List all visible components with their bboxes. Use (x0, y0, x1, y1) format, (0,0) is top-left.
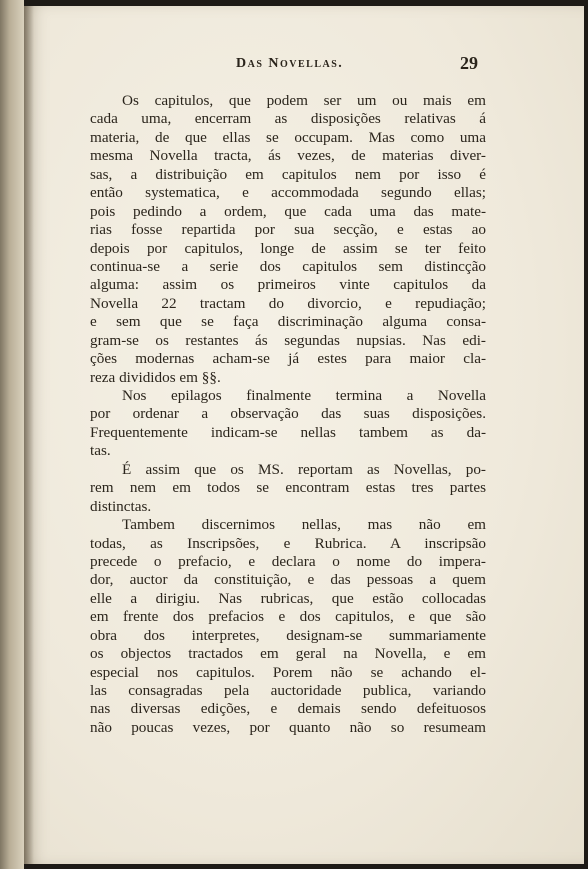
text-line: las consagradas pela auctoridade publica, variando (90, 682, 486, 699)
text-line: rias fosse repartida por sua secção, e estas ao (90, 221, 486, 239)
page-number: 29 (460, 53, 478, 73)
text-line: Nos epilagos finalmente termina a Novella (122, 387, 486, 404)
text-line: depois por capitulos, longe de assim se ter feito (90, 239, 486, 257)
text-line: nas diversas edições, e demais sendo defeituosos (90, 700, 486, 718)
text-line: por ordenar a observação das suas disposições. (90, 405, 486, 423)
text-line: em frente dos prefacios e dos capitulos, e que são (90, 608, 486, 626)
text-line: materia, de que ellas se occupam. Mas como uma (90, 128, 486, 146)
text-line: Novella 22 tractam do divorcio, e repudiação; (90, 294, 486, 312)
text-line: É assim que os MS. reportam as Novellas, po- (122, 460, 486, 478)
text-line: todas, as Inscripsões, e Rubrica. A inscripsão (90, 534, 486, 552)
spine-shadow (24, 6, 34, 864)
text-line: gram-se os restantes ás segundas nupsias. Nas edi- (90, 331, 486, 349)
text-line: mesma Novella tracta, ás vezes, de materias diver- (90, 147, 486, 165)
text-line: ções modernas acham-se já estes para maior cla- (90, 350, 486, 368)
text-line: Os capitulos, que podem ser um ou mais em (122, 92, 486, 109)
text-line: dor, auctor da constituição, e das pessoas a quem (90, 571, 486, 589)
text-line: alguma: assim os primeiros vinte capitulos da (90, 276, 486, 294)
text-line: os objectos tractados em geral na Novella, e em (90, 645, 486, 663)
text-line: Frequentemente indicam-se nellas tambem as da- (90, 423, 486, 441)
text-line: não poucas vezes, por quanto não so resumeam (90, 718, 486, 736)
running-title: Das Novellas. (236, 56, 344, 71)
previous-page-edge (0, 0, 24, 869)
text-line: reza divididos em §§. (90, 368, 221, 386)
text-line: precede o prefacio, e declara o nome do impera- (90, 552, 486, 570)
text-line: obra dos interpretes, designam-se summariamente (90, 626, 486, 644)
text-line: distinctas. (90, 497, 152, 515)
text-line: pois pedindo a ordem, que cada uma das mate- (90, 202, 486, 220)
text-line: rem nem em todos se encontram estas tres partes (90, 479, 486, 497)
text-line: elle a dirigiu. Nas rubricas, que estão collocadas (90, 589, 486, 607)
text-line: Tambem discernimos nellas, mas não em (122, 516, 486, 534)
body-text (90, 92, 486, 737)
text-line: cada uma, encerram as disposições relativas á (90, 110, 486, 128)
text-line: sas, a distribuição em capitulos nem por isso é (90, 165, 486, 183)
text-line: continua-se a serie dos capitulos sem distincção (90, 257, 486, 275)
text-line: tas. (90, 442, 111, 460)
text-line: então systematica, e accommodada segundo ellas; (90, 184, 486, 202)
text-line: especial nos capitulos. Porem não se achando el- (90, 663, 486, 681)
text-line: e sem que se faça discriminação alguma consa- (90, 313, 486, 331)
